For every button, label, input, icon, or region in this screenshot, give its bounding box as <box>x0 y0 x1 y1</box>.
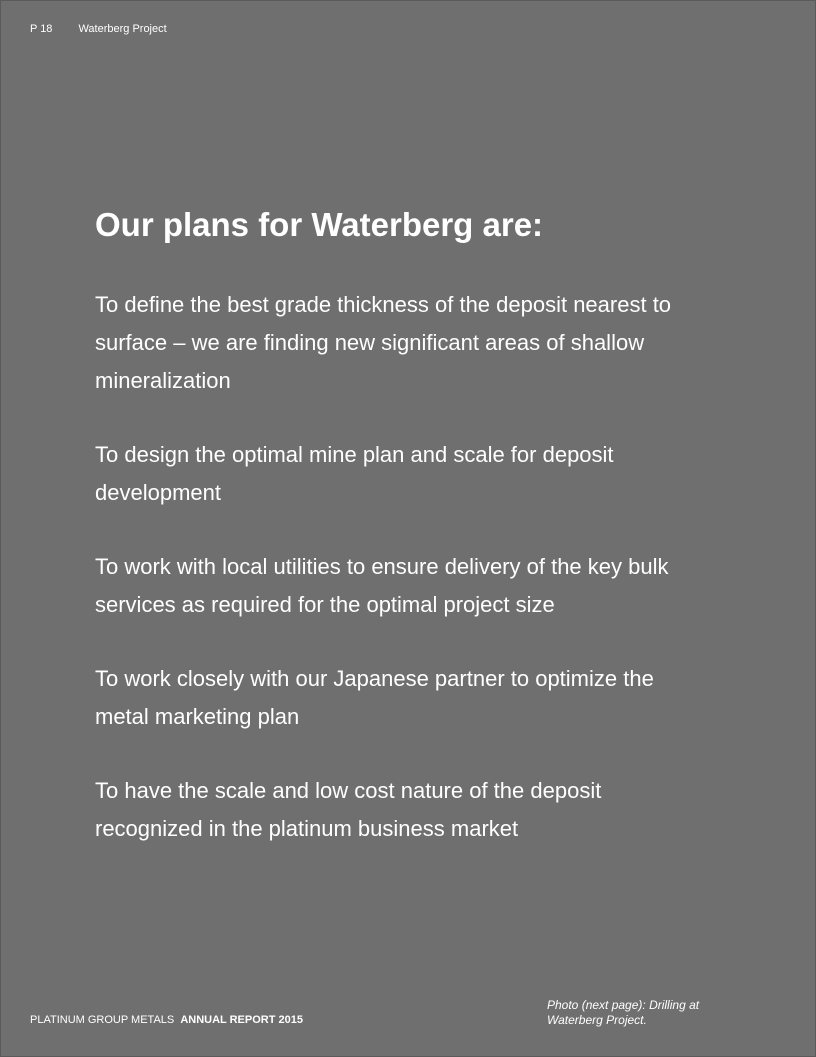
page-footer <box>30 1014 303 1026</box>
company-name: PLATINUM GROUP METALS <box>30 1014 175 1026</box>
plan-item: To design the optimal mine plan and scale for deposit development <box>95 442 614 505</box>
plan-item: To define the best grade thickness of the deposit nearest to surface – we are finding new significant areas of shallow mineralization <box>95 292 672 393</box>
report-name: ANNUAL REPORT 2015 <box>180 1014 303 1026</box>
photo-caption: Photo (next page): Drilling at Waterberg Project. <box>547 998 700 1027</box>
page-number: P 18 <box>30 23 53 35</box>
page-title: Our plans for Waterberg are: <box>95 206 544 243</box>
plan-item: To work with local utilities to ensure delivery of the key bulk services as required for the optimal project size <box>95 554 669 617</box>
plan-item: To have the scale and low cost nature of the deposit recognized in the platinum business market <box>95 778 602 841</box>
section-name: Waterberg Project <box>78 23 167 35</box>
page-header <box>30 23 167 35</box>
plan-item: To work closely with our Japanese partner to optimize the metal marketing plan <box>95 666 654 729</box>
plans-list <box>95 286 705 884</box>
